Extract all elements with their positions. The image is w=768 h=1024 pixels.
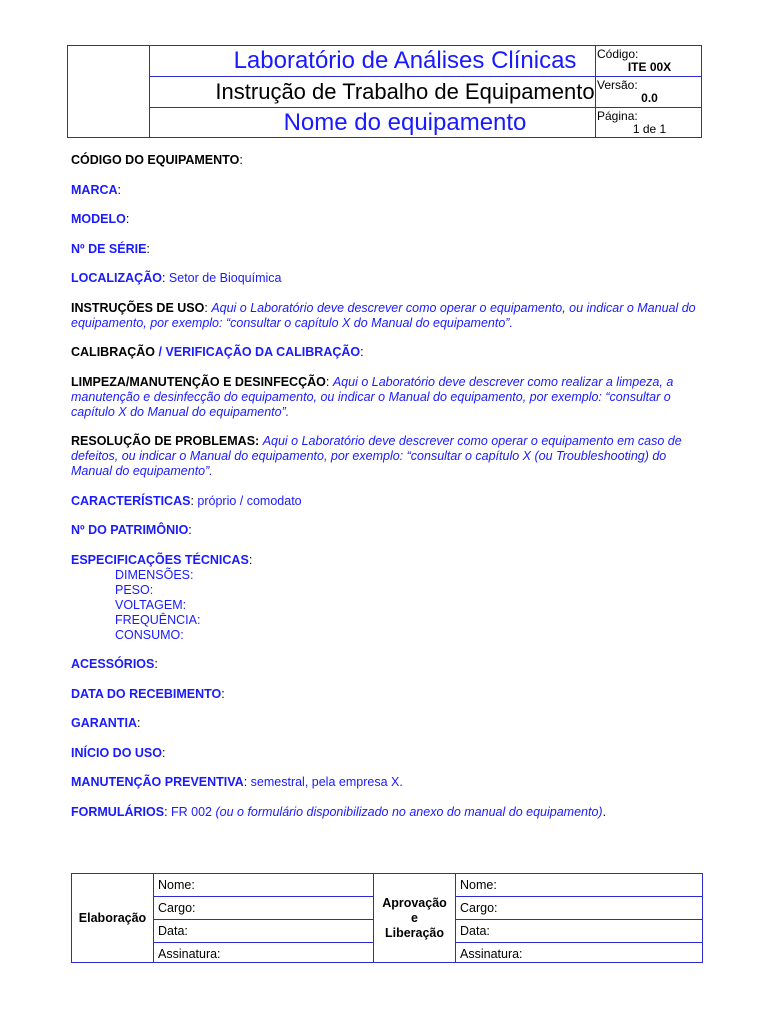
- elab-assinatura: Assinatura:: [158, 947, 221, 961]
- aprovacao-label: Aprovação: [382, 895, 447, 910]
- field-inicio: INÍCIO DO USO:: [71, 745, 166, 760]
- field-especificacoes: ESPECIFICAÇÕES TÉCNICAS: DIMENSÕES: PESO: VOLTAGEM: FREQUÊNCIA: CONSUMO:: [71, 553, 696, 643]
- elaboracao-cell: [72, 874, 154, 962]
- field-codigo: CÓDIGO DO EQUIPAMENTO:: [71, 153, 243, 167]
- spec-consumo: CONSUMO:: [115, 627, 184, 642]
- field-resolucao: [71, 434, 696, 479]
- pagina-value: 1 de 1: [632, 122, 667, 136]
- formularios-label: FORMULÁRIOS: [71, 804, 165, 819]
- field-calibracao: CALIBRAÇÃO / VERIFICAÇÃO DA CALIBRAÇÃO:: [71, 345, 364, 359]
- pagina-cell: [595, 108, 702, 138]
- aprovacao-and: e: [411, 910, 418, 925]
- marca-label: MARCA: [71, 182, 118, 197]
- document-header: [67, 45, 702, 138]
- codigo-label: Código:: [597, 47, 639, 61]
- field-serie: Nº DE SÉRIE:: [71, 241, 150, 256]
- aprov-assinatura: Assinatura:: [460, 947, 523, 961]
- field-localizacao: LOCALIZAÇÃO: Setor de Bioquímica: [71, 271, 282, 285]
- elaboracao-fields: [154, 874, 374, 962]
- formularios-value: FR 002: [171, 804, 213, 819]
- field-garantia: GARANTIA:: [71, 716, 141, 730]
- codigo-equip-label: CÓDIGO DO EQUIPAMENTO: [71, 153, 240, 167]
- resolucao-value: Aqui o Laboratório deve descrever como operar o equipamento em caso de defeitos, ou indicar o Manual do equipamento, por exemplo: “consultar o capítulo X (ou Troubleshooting) do Manual do equipamento”.: [71, 434, 682, 478]
- signature-table: [71, 873, 703, 963]
- limpeza-label: LIMPEZA/MANUTENÇÃO E DESINFECÇÃO: [71, 374, 326, 389]
- elab-data: Data:: [154, 920, 373, 943]
- manutencao-label: MANUTENÇÃO PREVENTIVA: [71, 775, 244, 789]
- equipment-name-row: [150, 108, 660, 138]
- verificacao-label: VERIFICAÇÃO DA CALIBRAÇÃO: [165, 345, 361, 359]
- inicio-label: INÍCIO DO USO: [71, 745, 162, 760]
- field-marca: MARCA:: [71, 182, 122, 197]
- calibracao-label: CALIBRAÇÃO: [71, 345, 156, 359]
- codigo-value: ITE 00X: [627, 60, 672, 74]
- limpeza-value: Aqui o Laboratório deve descrever como realizar a limpeza, a manutenção e desinfecção do equipamento, ou indicar o Manual do equipamento, por exemplo: “consultar o capítulo X do Manual do equipamento”.: [71, 374, 674, 419]
- spec-peso: PESO:: [115, 582, 154, 597]
- logo-cell: [68, 46, 150, 137]
- versao-label: Versão:: [597, 78, 638, 92]
- spec-frequencia: FREQUÊNCIA:: [115, 612, 201, 627]
- modelo-label: MODELO: [71, 212, 126, 226]
- serie-label: Nº DE SÉRIE: [71, 241, 147, 256]
- aprov-data: Data:: [456, 920, 702, 943]
- spec-voltagem: VOLTAGEM:: [115, 597, 187, 612]
- patrimonio-label: Nº DO PATRIMÔNIO: [71, 523, 189, 537]
- calibracao-separator: /: [155, 345, 166, 359]
- recebimento-label: DATA DO RECEBIMENTO: [71, 686, 222, 701]
- instrucoes-label: INSTRUÇÕES DE USO: [71, 300, 205, 315]
- elab-cargo: Cargo:: [154, 897, 373, 920]
- aprov-nome: Nome:: [456, 874, 702, 897]
- caracteristicas-label: CARACTERÍSTICAS: [71, 493, 191, 508]
- formularios-note: (ou o formulário disponibilizado no anexo do manual do equipamento): [215, 804, 603, 819]
- elab-nome: Nome:: [154, 874, 373, 897]
- aprov-cargo: Cargo:: [456, 897, 702, 920]
- localizacao-label: LOCALIZAÇÃO: [71, 271, 162, 285]
- aprovacao-cell: [374, 874, 456, 962]
- equipment-name: Nome do equipamento: [283, 109, 527, 136]
- field-limpeza: LIMPEZA/MANUTENÇÃO E DESINFECÇÃO: Aqui o Laboratório deve descrever como realizar a limpeza, a manutenção e desinfecção do equipamento, ou indicar o Manual do equipamento, por exemplo: “consultar o capítulo X do Manual do equipamento”.: [71, 374, 674, 419]
- manutencao-value: semestral, pela empresa X.: [250, 775, 403, 789]
- field-instrucoes: INSTRUÇÕES DE USO: Aqui o Laboratório deve descrever como operar o equipamento, ou indicar o Manual do equipamento, por exemplo: “consultar o capítulo X do Manual do equipamento”.: [71, 300, 696, 330]
- spec-dimensoes: DIMENSÕES:: [115, 567, 194, 582]
- field-patrimonio: Nº DO PATRIMÔNIO:: [71, 523, 192, 537]
- doc-type-title: Instrução de Trabalho de Equipamento: [215, 79, 595, 104]
- especificacoes-label: ESPECIFICAÇÕES TÉCNICAS: [71, 552, 249, 567]
- garantia-label: GARANTIA: [71, 716, 137, 730]
- lab-title-row: [150, 46, 660, 77]
- resolucao-label: RESOLUÇÃO DE PROBLEMAS:: [71, 434, 260, 448]
- liberacao-label: Liberação: [384, 925, 445, 940]
- field-acessorios: ACESSÓRIOS:: [71, 657, 158, 671]
- localizacao-value: Setor de Bioquímica: [168, 271, 282, 285]
- elaboracao-label: Elaboração: [78, 911, 147, 925]
- instrucoes-value: Aqui o Laboratório deve descrever como operar o equipamento, ou indicar o Manual do equipamento, por exemplo: “consultar o capítulo X do Manual do equipamento”.: [71, 300, 696, 330]
- versao-value: 0.0: [641, 91, 658, 105]
- field-formularios: FORMULÁRIOS: FR 002 (ou o formulário disponibilizado no anexo do manual do equipamento).: [71, 804, 607, 819]
- doc-type-row: [150, 77, 660, 108]
- pagina-label: Página:: [597, 109, 638, 123]
- field-recebimento: DATA DO RECEBIMENTO:: [71, 686, 225, 701]
- versao-cell: [595, 77, 702, 108]
- field-caracteristicas: CARACTERÍSTICAS: próprio / comodato: [71, 493, 302, 508]
- caracteristicas-value: próprio / comodato: [197, 493, 302, 508]
- acessorios-label: ACESSÓRIOS: [71, 657, 155, 671]
- codigo-cell: [595, 46, 702, 77]
- field-manutencao: MANUTENÇÃO PREVENTIVA: semestral, pela empresa X.: [71, 775, 403, 789]
- lab-title: Laboratório de Análises Clínicas: [233, 47, 577, 74]
- equipment-fields: [71, 153, 696, 834]
- aprovacao-fields: [456, 874, 702, 962]
- field-modelo: MODELO:: [71, 212, 130, 226]
